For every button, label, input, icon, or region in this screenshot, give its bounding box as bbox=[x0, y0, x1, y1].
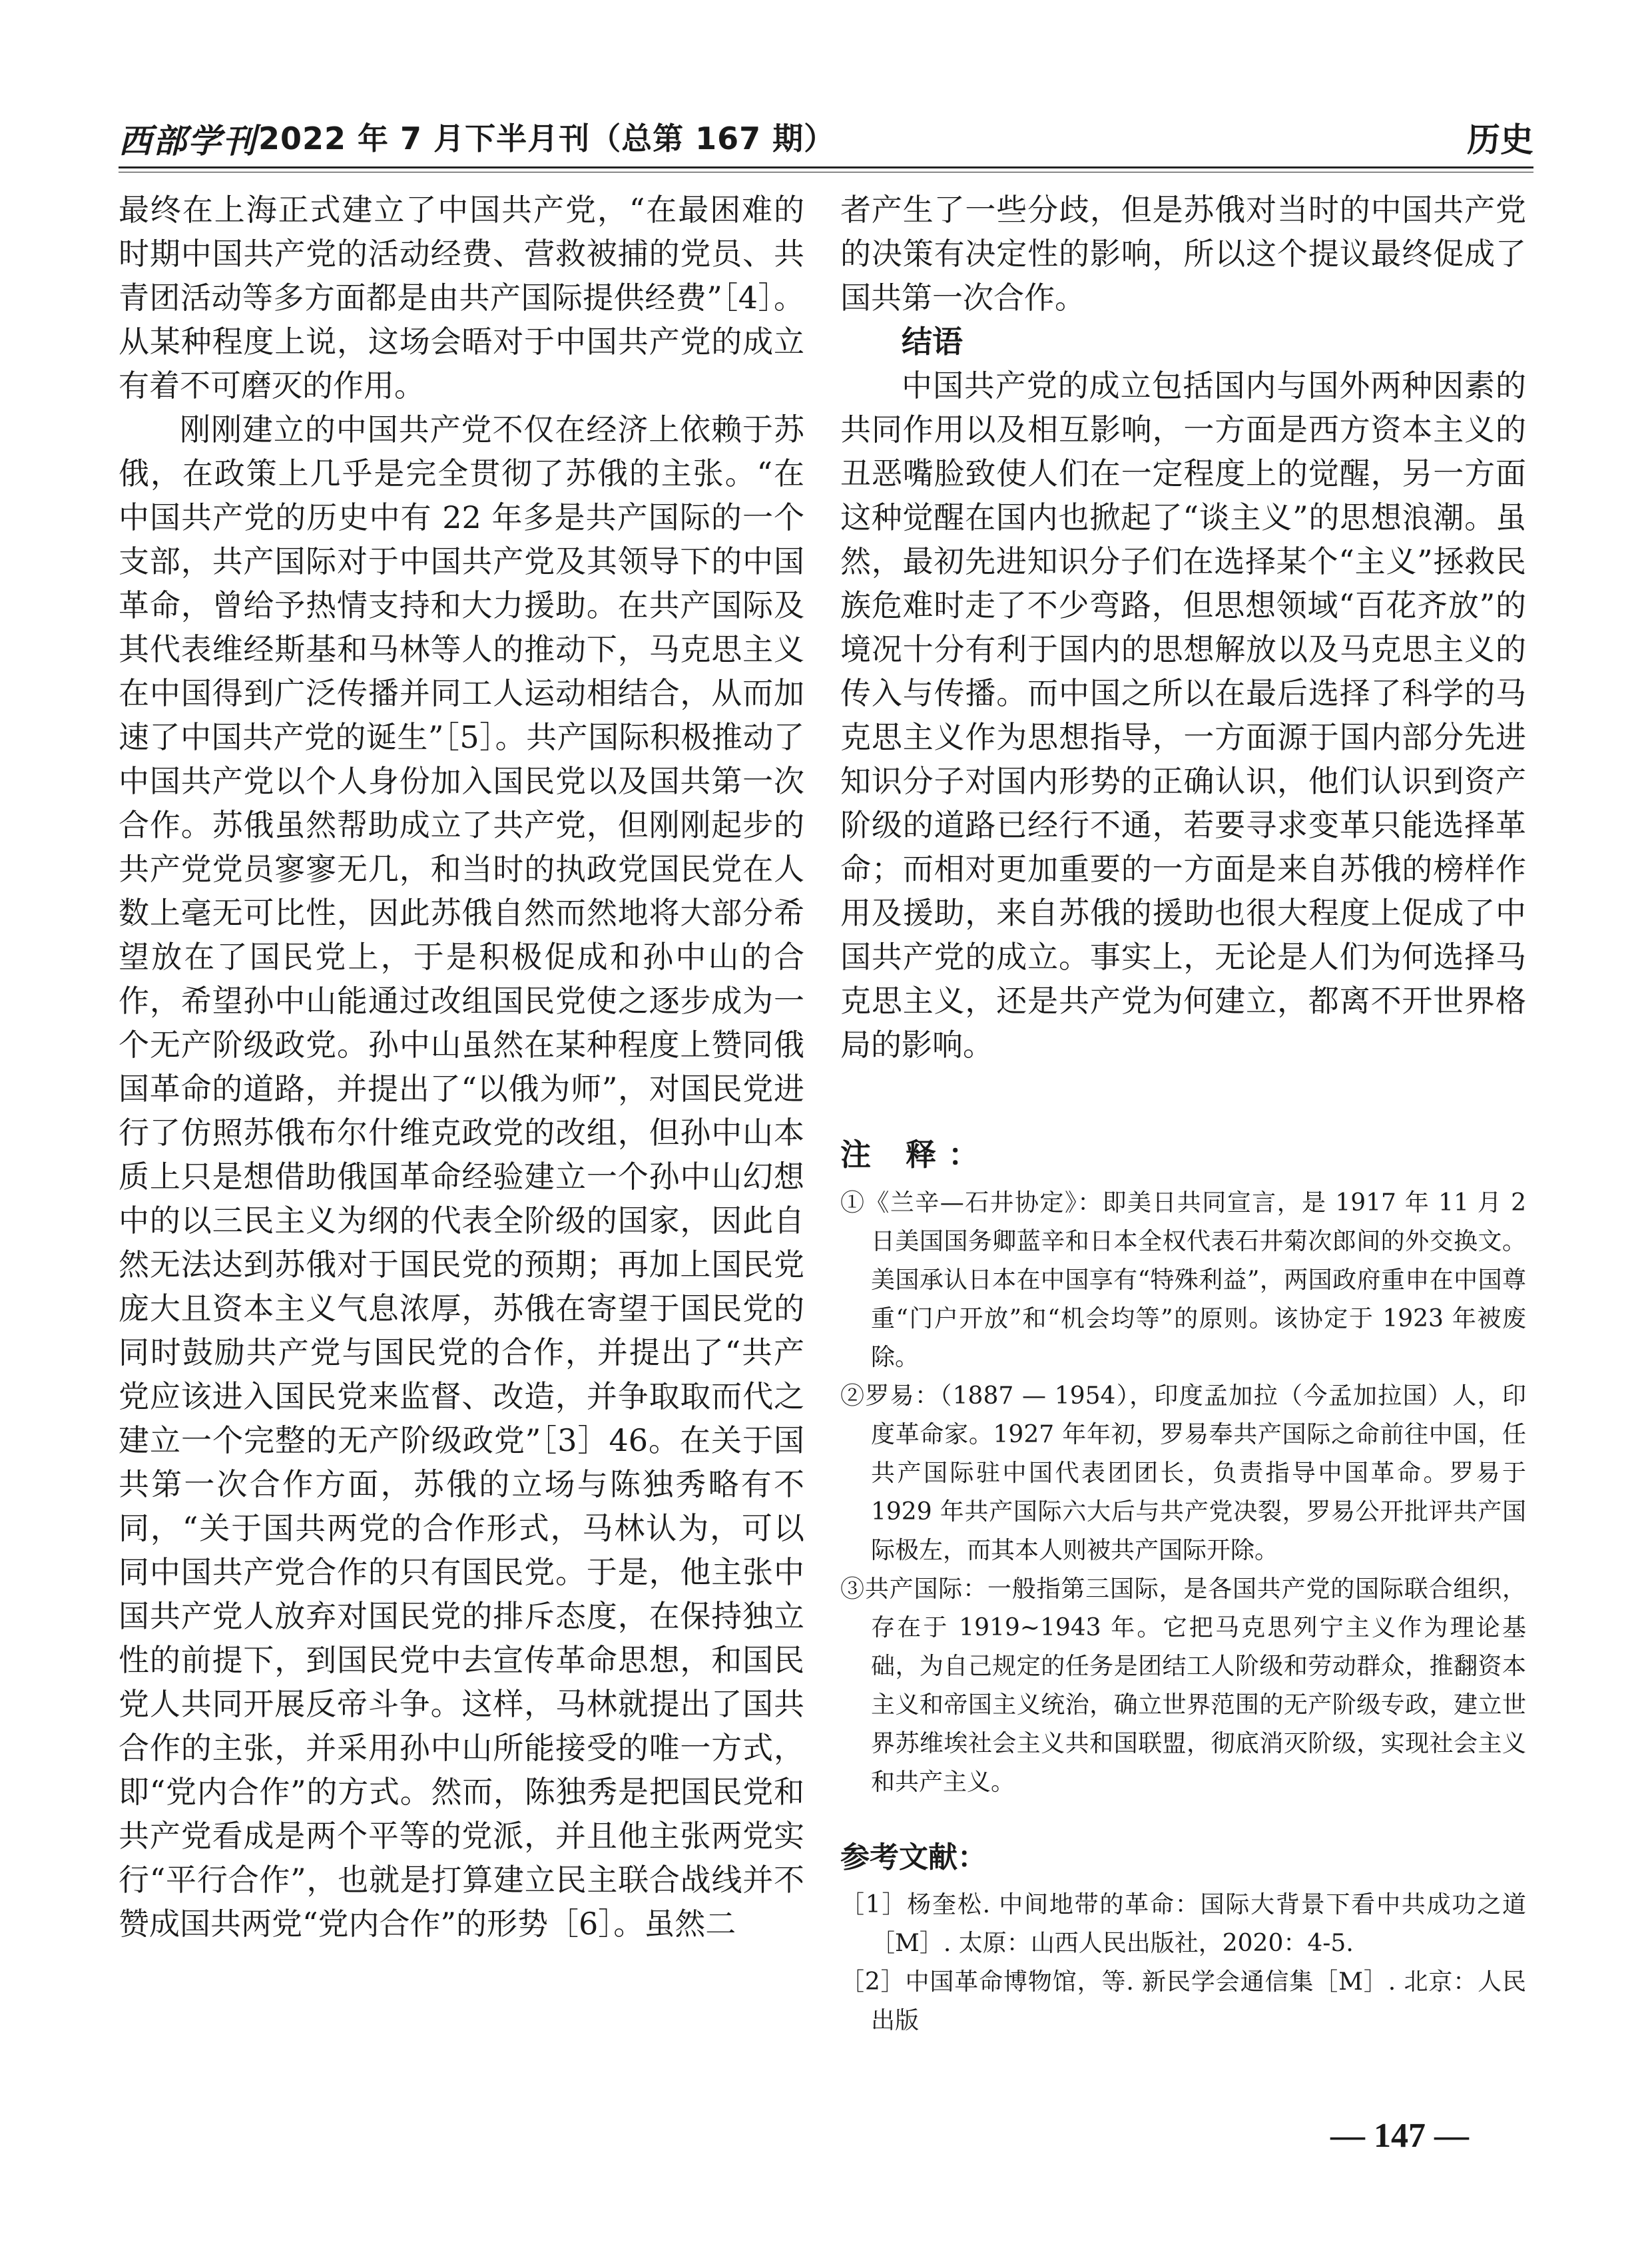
references-title: 参考文献： bbox=[840, 1840, 987, 1874]
header-rule bbox=[119, 166, 1533, 168]
paragraph-2: 刚刚建立的中国共产党不仅在经济上依赖于苏俄，在政策上几乎是完全贯彻了苏俄的主张。“在中国共产党的历史中有 22 年多是共产国际的一个支部，共产国际对于中国共产党及其领导下的中国革命，曾给予热情支持和大力援助。在共产国际及其代表维经斯基和马林等人的推动下，马克思主义在中国得到广泛传播并同工人运动相结合，从而加速了中国共产党的诞生”［5］。共产国际积极推动了中国共产党以个人身份加入国民党以及国共第一次合作。苏俄虽然帮助成立了共产党，但刚刚起步的共产党党员寥寥无几，和当时的执政党国民党在人数上毫无可比性，因此苏俄自然而然地将大部分希望放在了国民党上，于是积极促成和孙中山的合作，希望孙中山能通过改组国民党使之逐步成为一个无产阶级政党。孙中山虽然在某种程度上赞同俄国革命的道路，并提出了“以俄为师”，对国民党进行了仿照苏俄布尔什维克政党的改组，但孙中山本质上只是想借助俄国革命经验建立一个孙中山幻想中的以三民主义为纲的代表全阶级的国家，因此自然无法达到苏俄对于国民党的预期；再加上国民党庞大且资本主义气息浓厚，苏俄在寄望于国民党的同时鼓励共产党与国民党的合作，并提出了“共产党应该进入国民党来监督、改造，并争取取而代之建立一个完整的无产阶级政党”［3］46。在关于国共第一次合作方面，苏俄的立场与陈独秀略有不同，“关于国共两党的合作形式，马林认为，可以同中国共产党合作的只有国民党。于是，他主张中国共产党人放弃对国民党的排斥态度，在保持独立性的前提下，到国民党中去宣传革命思想，和国民党人共同开展反帝斗争。这样，马林就提出了国共合作的主张，并采用孙中山所能接受的唯一方式，即“党内合作”的方式。然而，陈独秀是把国民党和共产党看成是两个平等的党派，并且他主张两党实行“平行合作”，也就是打算建立民主联合战线并不赞成国共两党“党内合作”的形势［6］。虽然二 bbox=[119, 412, 804, 1942]
conclusion-heading: 结语 bbox=[902, 324, 963, 360]
reference-2: ［2］中国革命博物馆，等. 新民学会通信集［M］. 北京：人民出版 bbox=[840, 1968, 1526, 2034]
note-1: ①《兰辛—石井协定》：即美日共同宣言，是 1917 年 11 月 2 日美国国务卿蓝辛和日本全权代表石井菊次郎间的外交换文。美国承认日本在中国享有“特殊利益”，两国政府重申在中国尊重“门户开放”和“机会均等”的原则。该协定于 1923 年被废除。 bbox=[840, 1189, 1526, 1371]
reference-1: ［1］杨奎松. 中间地带的革命：国际大背景下看中共成功之道［M］. 太原：山西人民出版社，2020：4-5. bbox=[840, 1891, 1526, 1957]
page-number: — 147 — bbox=[1330, 2117, 1469, 2155]
note-3: ③共产国际：一般指第三国际，是各国共产党的国际联合组织，存在于 1919~1943 年。它把马克思列宁主义作为理论基础，为自己规定的任务是团结工人阶级和劳动群众，推翻资本主义和帝国主义统治，确立世界范围的无产阶级专政，建立世界苏维埃社会主义共和国联盟，彻底消灭阶级，实现社会主义和共产主义。 bbox=[840, 1575, 1526, 1796]
issue-info: 2022 年 7 月下半月刊（总第 167 期） bbox=[258, 121, 836, 156]
section-name: 历史 bbox=[1467, 121, 1533, 159]
paragraph-continuation: 者产生了一些分歧，但是苏俄对当时的中国共产党的决策有决定性的影响，所以这个提议最终促成了国共第一次合作。 bbox=[840, 192, 1526, 316]
notes-title: 注 释： bbox=[840, 1137, 991, 1173]
journal-logo: 西部学刊 bbox=[119, 121, 257, 160]
paragraph-1: 最终在上海正式建立了中国共产党，“在最困难的时期中国共产党的活动经费、营救被捕的党员、共青团活动等多方面都是由共产国际提供经费”［4］。从某种程度上说，这场会晤对于中国共产党的成立有着不可磨灭的作用。 bbox=[119, 192, 804, 404]
page-header bbox=[119, 112, 1533, 164]
right-column bbox=[840, 188, 1526, 2040]
note-2: ②罗易：（1887 — 1954），印度孟加拉（今孟加拉国）人，印度革命家。1927 年年初，罗易奉共产国际之命前往中国，任共产国际驻中国代表团团长，负责指导中国革命。罗易于 1929 年共产国际六大后与共产党决裂，罗易公开批评共产国际极左，而其本人则被共产国际开除。 bbox=[840, 1382, 1526, 1564]
conclusion-paragraph: 中国共产党的成立包括国内与国外两种因素的共同作用以及相互影响，一方面是西方资本主义的丑恶嘴脸致使人们在一定程度上的觉醒，另一方面这种觉醒在国内也掀起了“谈主义”的思想浪潮。虽然，最初先进知识分子们在选择某个“主义”拯救民族危难时走了不少弯路，但思想领域“百花齐放”的境况十分有利于国内的思想解放以及马克思主义的传入与传播。而中国之所以在最后选择了科学的马克思主义作为思想指导，一方面源于国内部分先进知识分子对国内形势的正确认识，他们认识到资产阶级的道路已经行不通，若要寻求变革只能选择革命；而相对更加重要的一方面是来自苏俄的榜样作用及援助，来自苏俄的援助也很大程度上促成了中国共产党的成立。事实上，无论是人们为何选择马克思主义，还是共产党为何建立，都离不开世界格局的影响。 bbox=[840, 368, 1526, 1063]
left-column bbox=[119, 188, 804, 1946]
